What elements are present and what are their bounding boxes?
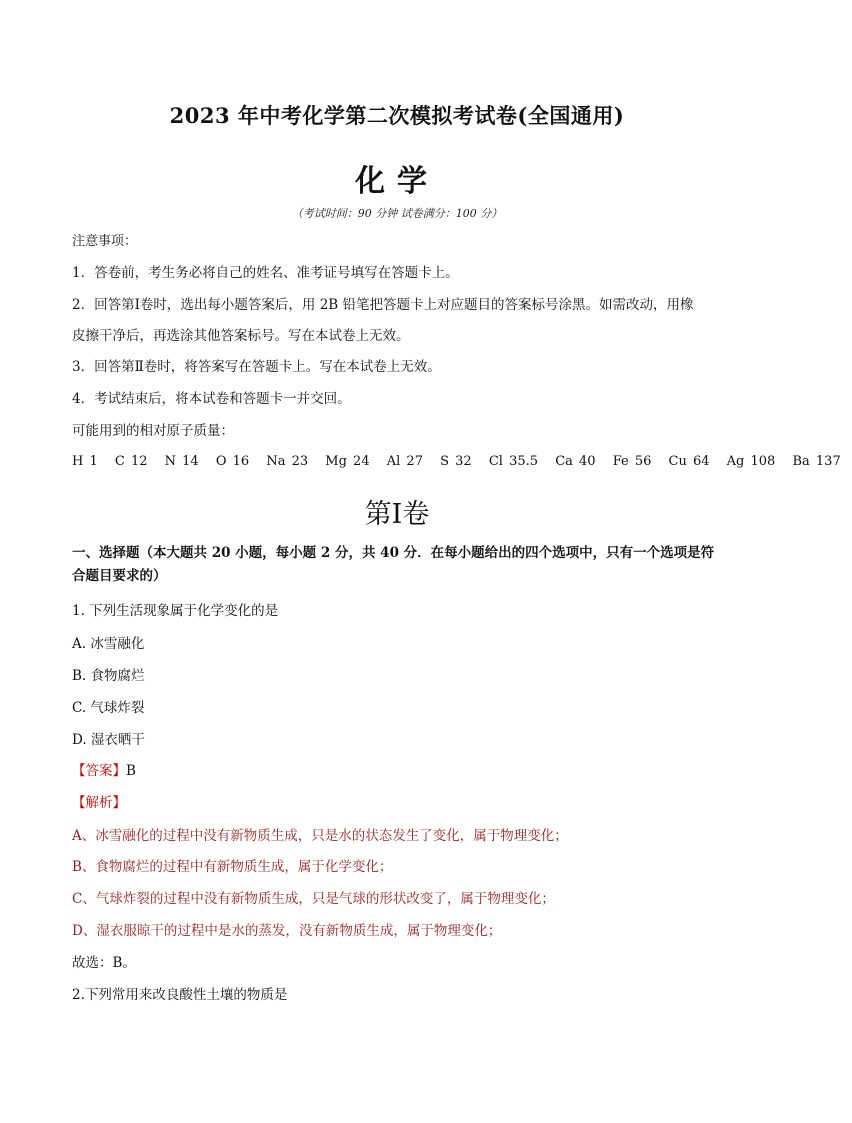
analysis-line: A、冰雪融化的过程中没有新物质生成，只是水的状态发生了变化，属于物理变化； [72,828,568,844]
section-heading-cont: 合题目要求的） [72,568,167,584]
note-item: 1．答卷前，考生务必将自己的姓名、准考证号填写在答题卡上。 [72,265,459,281]
analysis-line: D、湿衣服晾干的过程中是水的蒸发，没有新物质生成，属于物理变化； [72,923,502,939]
answer-value: B [126,763,136,779]
notes-heading: 注意事项： [72,234,138,249]
option-d: D. 湿衣晒干 [72,732,145,748]
note-item: 皮擦干净后，再选涂其他答案标号。写在本试卷上无效。 [72,328,410,344]
option-a: A. 冰雪融化 [72,636,145,652]
exam-title: 2023 年中考化学第二次模拟考试卷(全国通用) [169,103,625,128]
answer-line [72,761,722,781]
answer-tag: 【答案】 [72,763,126,779]
element-mass: S 32 [440,454,472,469]
element-mass: Cl 35.5 [488,454,539,469]
section-heading: 一、选择题（本大题共 20 小题，每小题 2 分，共 40 分．在每小题给出的四个选项中，只有一个选项是符 [72,545,715,561]
atomic-mass-list [72,452,841,472]
atomic-mass-heading: 可能用到的相对原子质量： [72,423,234,439]
note-item: 2．回答第Ⅰ卷时，选出每小题答案后，用 2B 铅笔把答题卡上对应题目的答案标号涂黑。如需改动，用橡 [72,297,694,313]
option-c: C. 气球炸裂 [72,700,145,716]
element-mass: Ca 40 [555,454,596,469]
analysis-line: B、食物腐烂的过程中有新物质生成，属于化学变化； [72,859,393,875]
element-mass: C 12 [114,454,148,469]
note-item: 3．回答第Ⅱ卷时，将答案写在答题卡上。写在本试卷上无效。 [72,359,441,375]
element-mass: O 16 [215,454,250,469]
element-mass: Al 27 [386,454,423,469]
element-mass: Fe 56 [612,454,652,469]
note-item: 4．考试结束后，将本试卷和答题卡一并交回。 [72,391,351,407]
exam-time-info: （考试时间：90 分钟 试卷满分：100 分） [291,207,503,220]
analysis-tag: 【解析】 [72,795,126,811]
element-mass: Mg 24 [325,454,370,469]
question-stem: 2.下列常用来改良酸性土壤的物质是 [72,987,288,1003]
element-mass: N 14 [164,454,199,469]
element-mass: Ba 137 [792,454,841,469]
volume-title: 第Ⅰ卷 [364,499,430,530]
option-b: B. 食物腐烂 [72,668,145,684]
element-mass: H 1 [72,454,98,469]
conclusion: 故选：B。 [72,955,136,971]
element-mass: Na 23 [266,454,309,469]
question-stem: 1. 下列生活现象属于化学变化的是 [72,603,279,619]
element-mass: Cu 64 [668,454,710,469]
analysis-line: C、气球炸裂的过程中没有新物质生成，只是气球的形状改变了，属于物理变化； [72,891,555,907]
element-mass: Ag 108 [726,454,776,469]
subject-title: 化学 [355,164,439,199]
